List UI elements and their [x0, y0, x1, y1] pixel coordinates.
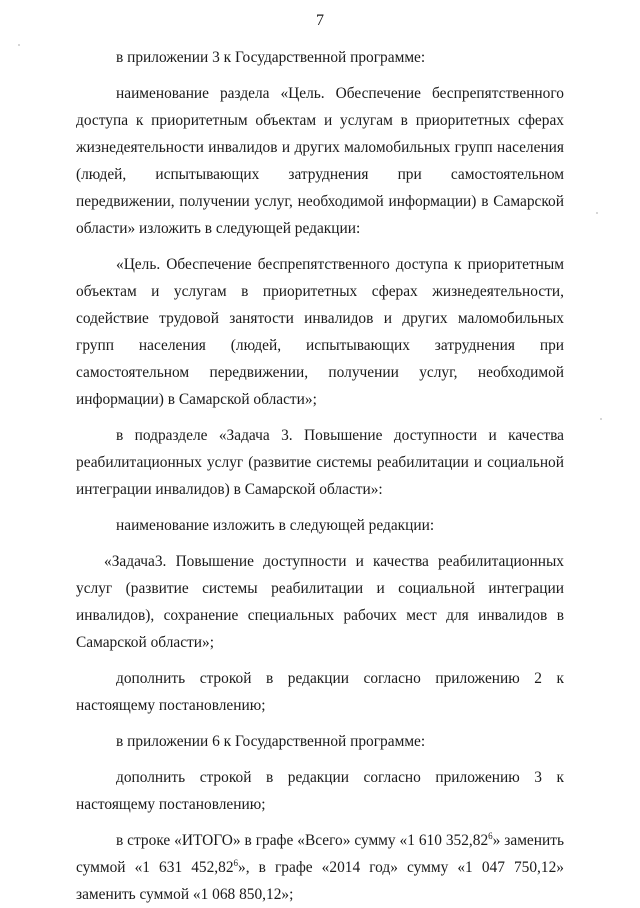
paragraph-section-name: наименование раздела «Цель. Обеспечение беспрепятственного доступа к приоритетным объектам и услугам в приоритетных сферах жизнедеятельности инвалидов и других маломобильных групп населения (людей, испытывающих затруднения при самостоятельном передвижении, получении услуг, необходимой информации) в Самарской области» изложить в следующей редакции: [76, 85, 564, 237]
paragraph-name-wording: наименование изложить в следующей редакции: [116, 517, 435, 534]
footnote-superscript-2: 6 [233, 857, 239, 868]
total-text-part-3: », в графе «2014 год» сумму «1 047 750,12» заменить суммой «1 068 850,12»; [76, 859, 564, 903]
total-text-part-2: » заменить суммой «1 631 452,82 [76, 832, 564, 876]
paragraph-subsection-task-3: в подразделе «Задача 3. Повышение доступности и качества реабилитационных услуг (развитие системы реабилитации и социальной интеграции инвалидов) в Самарской области»: [76, 427, 564, 498]
paragraph-add-row-appendix-2: дополнить строкой в редакции согласно приложению 2 к настоящему постановлению; [76, 670, 564, 714]
footnote-superscript-1: 6 [488, 830, 493, 841]
paragraph-task-3-new-wording: «Задача3. Повышение доступности и качества реабилитационных услуг (развитие системы реабилитации и социальной интеграции инвалидов), сохранение специальных рабочих мест для инвалидов в Самарской области»; [76, 553, 564, 651]
scan-speck [18, 44, 20, 46]
paragraph-total-row-amounts [76, 827, 564, 908]
scan-speck [596, 212, 598, 214]
page-number: 7 [316, 12, 324, 29]
paragraph-goal-new-wording: «Цель. Обеспечение беспрепятственного доступа к приоритетным объектам и услугам в приоритетных сферах жизнедеятельности, содействие трудовой занятости инвалидов и других маломобильных групп населения (людей, испытывающих затруднения при самостоятельном передвижении, получении услуг, необходимой информации) в Самарской области»; [76, 256, 564, 408]
document-body [76, 44, 564, 908]
scan-speck [600, 418, 602, 420]
paragraph-add-row-appendix-3: дополнить строкой в редакции согласно приложению 3 к настоящему постановлению; [76, 769, 564, 813]
total-text-part-1: в строке «ИТОГО» в графе «Всего» сумму «1 610 352,82 [116, 832, 489, 849]
paragraph-appendix-6: в приложении 6 к Государственной программе: [116, 733, 426, 750]
paragraph-appendix-3: в приложении 3 к Государственной программе: [116, 49, 426, 66]
